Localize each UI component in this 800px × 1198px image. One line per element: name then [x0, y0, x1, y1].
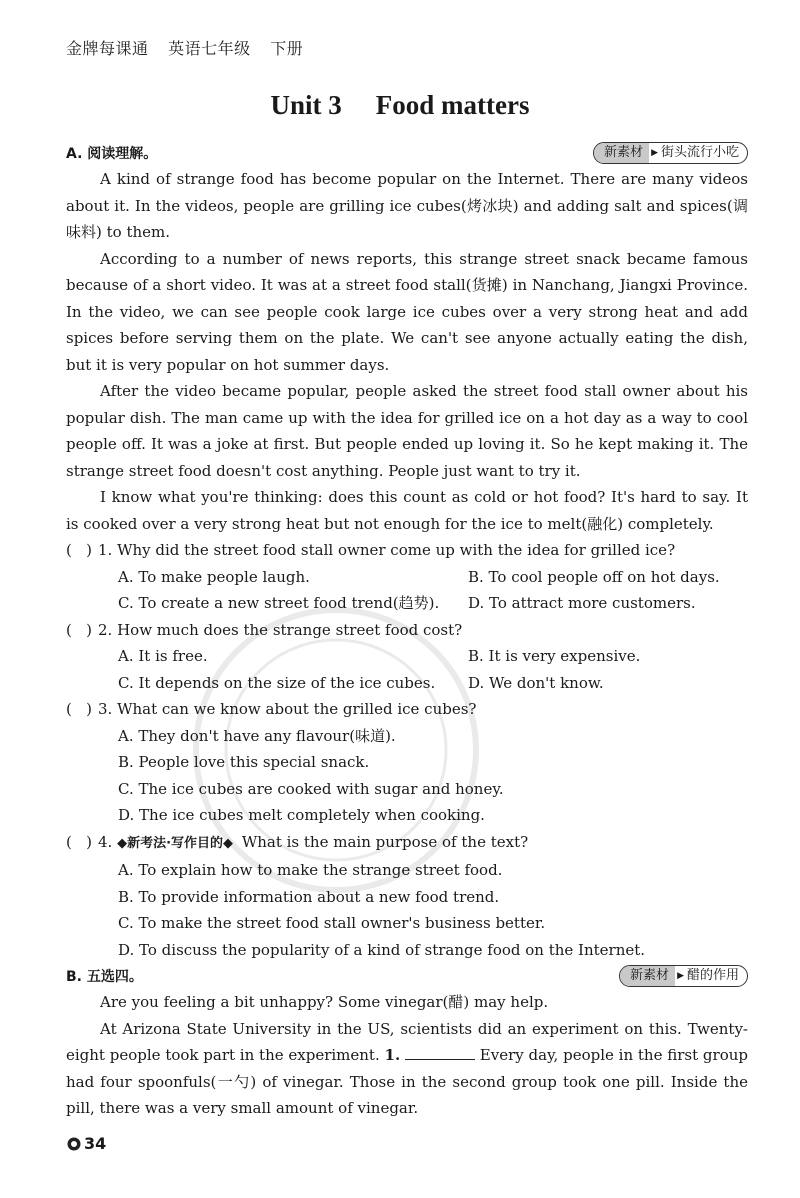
fill-in-blank[interactable]	[405, 1043, 475, 1060]
option-d: D. We don't know.	[468, 673, 604, 692]
answer-blank: ( )	[66, 541, 93, 559]
answer-blank: ( )	[66, 700, 93, 718]
question-2	[66, 617, 748, 644]
passage-paragraph: After the video became popular, people asked the street food stall owner about his popular dish. The man came up with the idea for grilled ice on a hot day as a way to cool people off. It was a joke at first. But people ended up loving it. So he kept making it. The strange street food doesn't cost anything. People just want to try it.	[66, 382, 748, 480]
passage-paragraph: I know what you're thinking: does this count as cold or hot food? It's hard to say. It is cooked over a very strong heat but not enough for the ice to melt(融化) completely.	[66, 488, 748, 533]
option-d: D. The ice cubes melt completely when cooking.	[118, 806, 485, 824]
option-b: B. To cool people off on hot days.	[468, 567, 720, 586]
section-b-header	[66, 963, 748, 989]
passage-paragraph	[66, 1016, 748, 1122]
tag-new-material: 新素材	[594, 143, 649, 163]
blank-number: 1.	[384, 1046, 401, 1064]
section-a-tag	[593, 142, 748, 164]
passage-text: At Arizona State University in the US, scientists did an experiment on this. Twenty-eight people took part in the experiment.	[66, 1019, 748, 1064]
page-content	[66, 140, 748, 1122]
page-header	[66, 36, 317, 59]
option-a: A. It is free.	[118, 647, 208, 665]
question-type-badge: ◆新考法·写作目的◆	[117, 835, 234, 851]
option-c: C. The ice cubes are cooked with sugar and honey.	[118, 779, 504, 798]
answer-blank: ( )	[66, 620, 93, 639]
passage-paragraph: Are you feeling a bit unhappy? Some vinegar(醋) may help.	[100, 993, 549, 1011]
question-text: 3. What can we know about the grilled ice cubes?	[98, 700, 477, 718]
header-volume: 下册	[270, 39, 304, 58]
passage-paragraph: A kind of strange food has become popular on the Internet. There are many videos about it. In the videos, people are grilling ice cubes(烤冰块) and adding salt and spices(调味料) to them.	[66, 170, 748, 241]
option-a: A. They don't have any flavour(味道).	[118, 726, 396, 745]
question-number: 4.	[98, 832, 113, 851]
unit-number: Unit 3	[270, 90, 342, 120]
question-3	[66, 696, 748, 723]
option-b: B. People love this special snack.	[118, 753, 370, 771]
option-c: C. It depends on the size of the ice cubes.	[118, 673, 436, 692]
option-d: D. To discuss the popularity of a kind of strange food on the Internet.	[118, 940, 646, 959]
gear-icon	[66, 1136, 82, 1152]
option-a: A. To explain how to make the strange street food.	[118, 861, 503, 879]
option-d: D. To attract more customers.	[468, 594, 696, 612]
question-1	[66, 537, 748, 564]
tag-topic: 街头流行小吃	[660, 145, 739, 160]
header-series: 金牌每课通	[66, 39, 149, 58]
question-4	[66, 829, 748, 858]
option-c: C. To create a new street food trend(趋势).	[118, 594, 440, 612]
question-text: 2. How much does the strange street food cost?	[98, 620, 463, 639]
option-b: B. To provide information about a new food trend.	[118, 887, 500, 906]
answer-blank: ( )	[66, 832, 93, 851]
option-b: B. It is very expensive.	[468, 647, 641, 665]
tag-topic: 醋的作用	[686, 968, 739, 983]
question-text: 1. Why did the street food stall owner come up with the idea for grilled ice?	[98, 541, 676, 559]
option-a: A. To make people laugh.	[118, 567, 310, 586]
section-a-label: A. 阅读理解。	[66, 146, 158, 162]
passage-paragraph: According to a number of news reports, this strange street snack became famous because of a short video. It was at a street food stall(货摊) in Nanchang, Jiangxi Province. In the video, we can see people cook large ice cubes over a very strong heat and add spices before serving them on the plate. We can't see anyone actually eating the dish, but it is very popular on hot summer days.	[66, 249, 748, 374]
section-b-tag	[619, 965, 748, 987]
option-c: C. To make the street food stall owner's business better.	[118, 914, 546, 932]
unit-topic: Food matters	[375, 90, 530, 120]
page-footer	[66, 1134, 106, 1153]
unit-title	[0, 90, 800, 121]
question-text: What is the main purpose of the text?	[241, 832, 529, 851]
tag-arrow-icon: ▶	[651, 148, 658, 158]
tag-arrow-icon: ▶	[677, 971, 684, 981]
section-b-label: B. 五选四。	[66, 969, 143, 985]
passage-text: Every day, people in the first group had four spoonfuls(一勺) of vinegar. Those in the second group took one pill. Inside the pill, there was a very small amount of vinegar.	[66, 1046, 749, 1117]
header-subject: 英语七年级	[168, 39, 251, 58]
section-a-header	[66, 140, 748, 166]
page-number: 34	[84, 1134, 107, 1153]
tag-new-material: 新素材	[620, 966, 675, 986]
